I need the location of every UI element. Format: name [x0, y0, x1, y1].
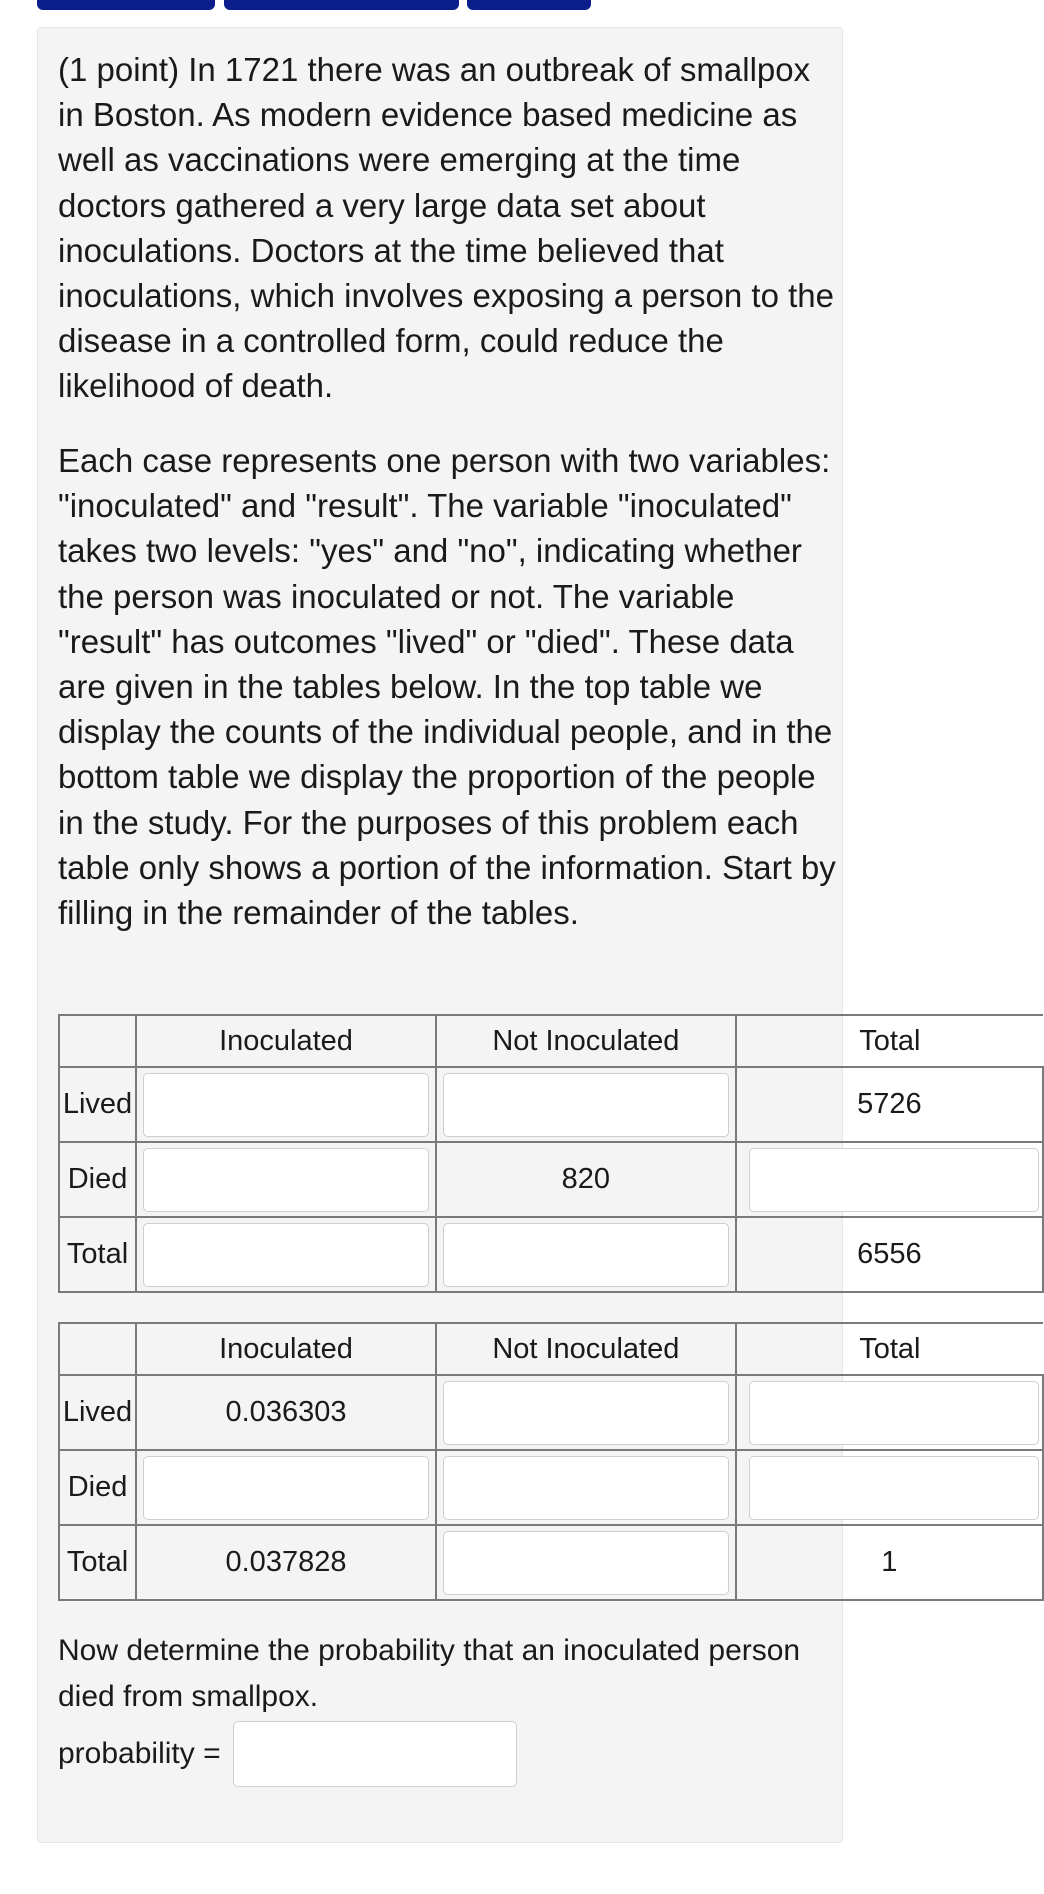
row-label-died: Died [59, 1142, 136, 1217]
row-label-lived: Lived [59, 1375, 136, 1450]
counts-lived-not-inoculated-cell [436, 1067, 736, 1142]
table-header-row [59, 1323, 1043, 1375]
counts-total-not-inoculated-cell [436, 1217, 736, 1292]
counts-died-inoculated-cell [136, 1142, 436, 1217]
row-label-total: Total [59, 1217, 136, 1292]
proportions-total-inoculated: 0.037828 [136, 1525, 436, 1600]
proportions-lived-not-inoculated-input[interactable] [443, 1381, 729, 1445]
probability-label: probability = [58, 1737, 221, 1770]
table-row [59, 1142, 1043, 1217]
proportions-lived-not-inoculated-cell [436, 1375, 736, 1450]
counts-died-total-cell [736, 1142, 1043, 1217]
counts-lived-inoculated-input[interactable] [143, 1073, 429, 1137]
column-header-not-inoculated: Not Inoculated [436, 1015, 736, 1067]
counts-grand-total: 6556 [736, 1217, 1043, 1292]
column-header-total: Total [736, 1015, 1043, 1067]
counts-total-inoculated-cell [136, 1217, 436, 1292]
proportions-total-not-inoculated-input[interactable] [443, 1531, 729, 1595]
table-row [59, 1375, 1043, 1450]
column-header-inoculated: Inoculated [136, 1323, 436, 1375]
column-header-total: Total [736, 1323, 1043, 1375]
counts-total-not-inoculated-input[interactable] [443, 1223, 729, 1287]
table-row [59, 1067, 1043, 1142]
table-row [59, 1217, 1043, 1292]
table-header-row [59, 1015, 1043, 1067]
counts-lived-inoculated-cell [136, 1067, 436, 1142]
proportions-table [58, 1322, 1044, 1601]
column-header-inoculated: Inoculated [136, 1015, 436, 1067]
proportions-total-not-inoculated-cell [436, 1525, 736, 1600]
counts-died-not-inoculated: 820 [436, 1142, 736, 1217]
problem-description: Each case represents one person with two variables: "inoculated" and "result". The variable "inoculated" takes two levels: "yes" and "no", indicating whether the person was inoculated or not. The variable "result" has outcomes "lived" or "died". These data are given in the tables below. In the top table we display the counts of the individual people, and in the bottom table we display the proportion of the people in the study. For the purposes of this problem each table only shows a portion of the information. Start by filling in the remainder of the tables. [58, 442, 836, 932]
proportions-died-not-inoculated-cell [436, 1450, 736, 1525]
probability-input[interactable] [233, 1721, 517, 1787]
top-nav-button-3[interactable] [467, 0, 591, 10]
top-nav-button-2[interactable] [224, 0, 459, 10]
corner-cell [59, 1015, 136, 1067]
column-header-not-inoculated: Not Inoculated [436, 1323, 736, 1375]
proportions-died-total-input[interactable] [749, 1456, 1039, 1520]
probability-answer-row [58, 1721, 517, 1787]
counts-total-inoculated-input[interactable] [143, 1223, 429, 1287]
probability-question: Now determine the probability that an inoculated person died from smallpox. [58, 1634, 801, 1713]
proportions-lived-inoculated: 0.036303 [136, 1375, 436, 1450]
row-label-died: Died [59, 1450, 136, 1525]
counts-died-total-input[interactable] [749, 1148, 1039, 1212]
proportions-died-inoculated-input[interactable] [143, 1456, 429, 1520]
counts-died-inoculated-input[interactable] [143, 1148, 429, 1212]
counts-table [58, 1014, 1044, 1293]
proportions-died-not-inoculated-input[interactable] [443, 1456, 729, 1520]
proportions-lived-total-input[interactable] [749, 1381, 1039, 1445]
proportions-lived-total-cell [736, 1375, 1043, 1450]
proportions-grand-total: 1 [736, 1525, 1043, 1600]
proportions-died-inoculated-cell [136, 1450, 436, 1525]
counts-lived-total: 5726 [736, 1067, 1043, 1142]
proportions-died-total-cell [736, 1450, 1043, 1525]
row-label-lived: Lived [59, 1067, 136, 1142]
counts-lived-not-inoculated-input[interactable] [443, 1073, 729, 1137]
top-nav-button-1[interactable] [37, 0, 215, 10]
table-row [59, 1450, 1043, 1525]
row-label-total: Total [59, 1525, 136, 1600]
table-row [59, 1525, 1043, 1600]
problem-intro: (1 point) In 1721 there was an outbreak of smallpox in Boston. As modern evidence based medicine as well as vaccinations were emerging at the time doctors gathered a very large data set about inoculations. Doctors at the time believed that inoculations, which involves exposing a person to the disease in a controlled form, could reduce the likelihood of death. [58, 51, 834, 405]
corner-cell [59, 1323, 136, 1375]
